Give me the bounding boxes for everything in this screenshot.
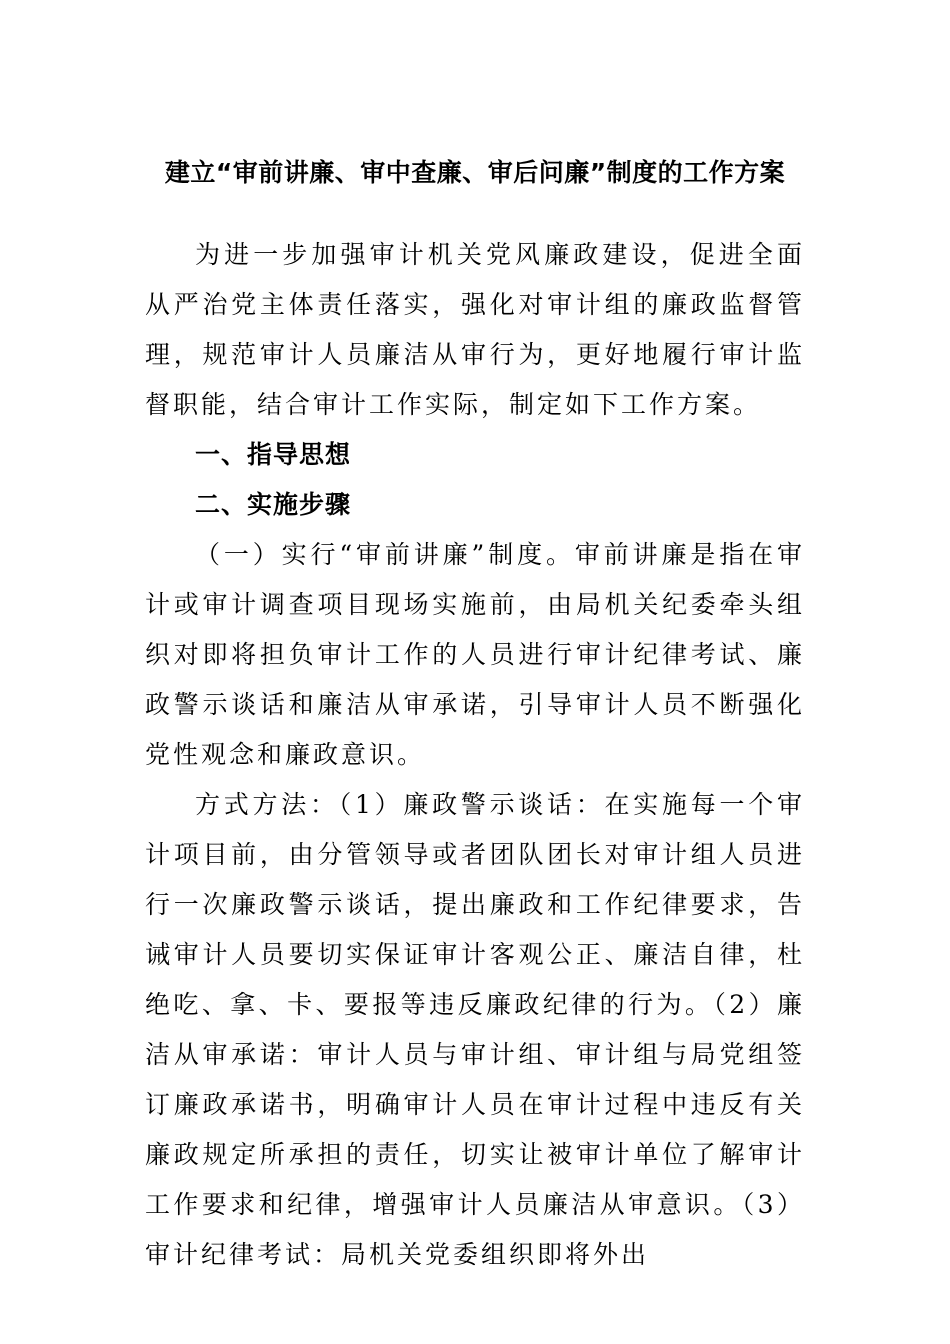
step-one-paragraph: （一）实行“审前讲廉”制度。审前讲廉是指在审计或审计调查项目现场实施前，由局机关纪委牵头组织对即将担负审计工作的人员进行审计纪律考试、廉政警示谈话和廉洁从审承诺，引导审计人员不断强化党性观念和廉政意识。 [145, 540, 805, 769]
section-heading-guiding-ideology: 一、指导思想 [195, 440, 352, 469]
methods-paragraph: 方式方法：（1）廉政警示谈话：在实施每一个审计项目前，由分管领导或者团队团长对审计组人员进行一次廉政警示谈话，提出廉政和工作纪律要求，告诫审计人员要切实保证审计客观公正、廉洁自律，杜绝吃、拿、卡、要报等违反廉政纪律的行为。（2）廉洁从审承诺：审计人员与审计组、审计组与局党组签订廉政承诺书，明确审计人员在审计过程中违反有关廉政规定所承担的责任，切实让被审计单位了解审计工作要求和纪律，增强审计人员廉洁从审意识。（3）审计纪律考试：局机关党委组织即将外出 [145, 790, 805, 1269]
section-heading-implementation-steps: 二、实施步骤 [195, 490, 352, 519]
document-body [145, 230, 805, 1280]
intro-paragraph: 为进一步加强审计机关党风廉政建设，促进全面从严治党主体责任落实，强化对审计组的廉政监督管理，规范审计人员廉洁从审行为，更好地履行审计监督职能，结合审计工作实际，制定如下工作方案。 [145, 240, 805, 419]
document-title: 建立“审前讲廉、审中查廉、审后问廉”制度的工作方案 [164, 158, 786, 187]
